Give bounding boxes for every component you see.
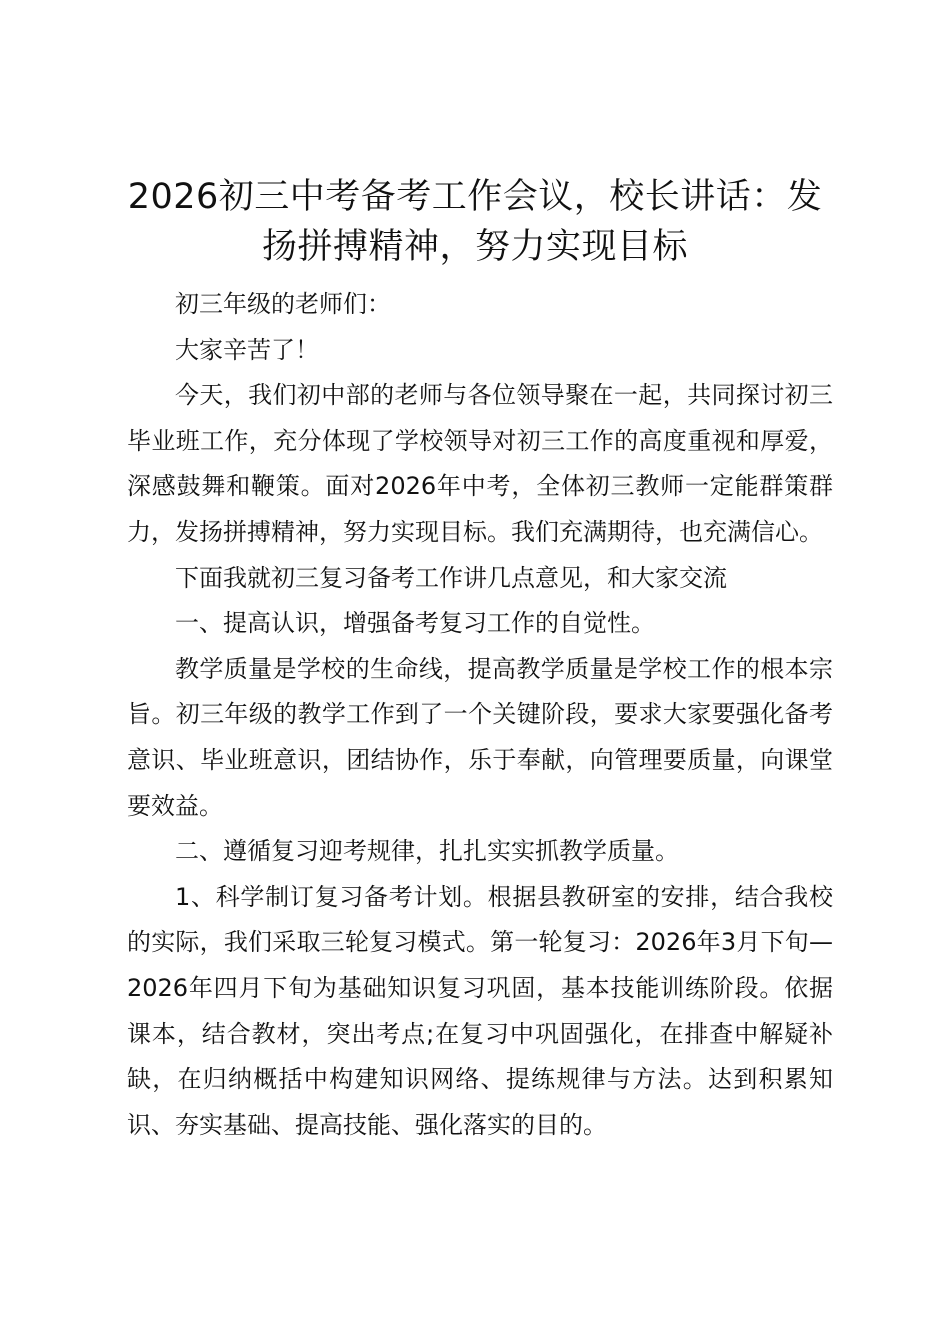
section-heading: 一、提高认识，增强备考复习工作的自觉性。 — [175, 609, 655, 638]
body-paragraph: 教学质量是学校的生命线，提高教学质量是学校工作的根本宗旨。初三年级的教学工作到了一个关键阶段，要求大家要强化备考意识、毕业班意识，团结协作，乐于奉献，向管理要质量，向课堂要效益。 — [127, 654, 833, 820]
greeting: 大家辛苦了！ — [175, 335, 319, 364]
body-paragraph: 1、科学制订复习备考计划。根据县教研室的安排，结合我校的实际，我们采取三轮复习模式。第一轮复习：2026年3月下旬—2026年四月下旬为基础知识复习巩固，基本技能训练阶段。依据课本，结合教材，突出考点;在复习中巩固强化，在排查中解疑补缺，在归纳概括中构建知识网络、提练规律与方法。达到积累知识、夯实基础、提高技能、强化落实的目的。 — [127, 882, 833, 1139]
salutation: 初三年级的老师们： — [175, 290, 391, 318]
body-paragraph: 今天，我们初中部的老师与各位领导聚在一起，共同探讨初三毕业班工作，充分体现了学校领导对初三工作的高度重视和厚爱，深感鼓舞和鞭策。面对2026年中考，全体初三教师一定能群策群力，发扬拼搏精神，努力实现目标。我们充满期待，也充满信心。 — [127, 381, 833, 546]
document-body — [127, 282, 833, 1148]
document-title: 2026初三中考备考工作会议，校长讲话：发扬拼搏精神，努力实现目标 — [127, 177, 823, 267]
section-heading: 二、遵循复习迎考规律，扎扎实实抓教学质量。 — [175, 837, 679, 866]
body-paragraph: 下面我就初三复习备考工作讲几点意见，和大家交流 — [175, 563, 727, 592]
